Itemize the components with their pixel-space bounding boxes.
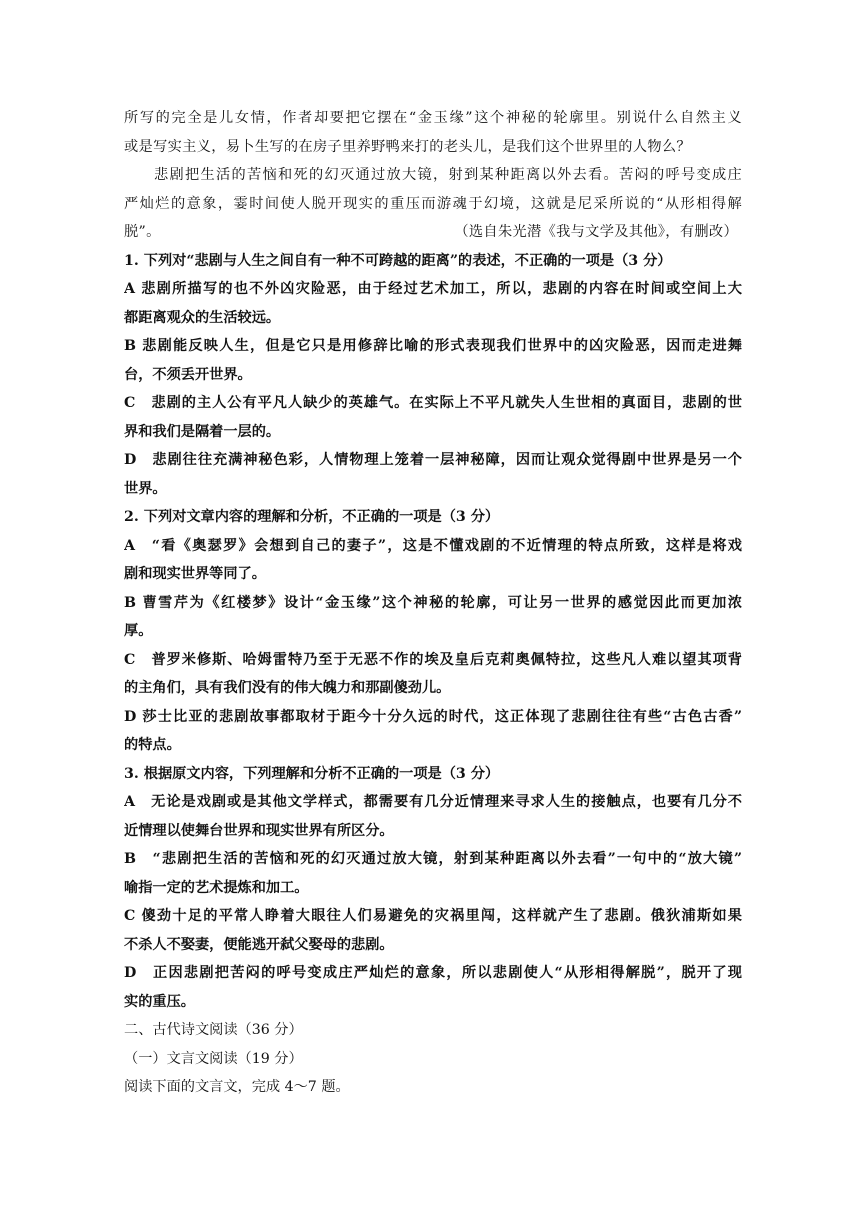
section-heading: 二、古代诗文阅读（36 分） [124, 1022, 303, 1038]
option-line: 的主角们，具有我们没有的伟大魄力和那副傻劲儿。 [124, 680, 451, 696]
question-stem: 2. 下列对文章内容的理解和分析，不正确的一项是（3 分） [124, 509, 500, 525]
passage-line: 或是写实主义，易卜生写的在房子里养野鸭来打的老头儿，是我们这个世界里的人物么？ [124, 138, 691, 155]
passage-line: 所写的完全是儿女情，作者却要把它摆在“金玉缘”这个神秘的轮廓里。别说什么自然主义 [124, 110, 742, 126]
option-line: D 正因悲剧把苦闷的呼号变成庄严灿烂的意象，所以悲剧使人“从形相得解脱”，脱开了现 [124, 965, 742, 981]
passage-line: 悲剧把生活的苦恼和死的幻灭通过放大镜，射到某种距离以外去看。苦闷的呼号变成庄 [154, 167, 742, 183]
option-line: A 无论是戏剧或是其他文学样式，都需要有几分近情理来寻求人生的接触点，也要有几分不 [124, 794, 742, 810]
option-line: 剧和现实世界等同了。 [124, 566, 266, 582]
option-line: 近情理以使舞台世界和现实世界有所区分。 [124, 822, 394, 839]
section-instruction: 阅读下面的文言文，完成 4～7 题。 [124, 1079, 350, 1095]
option-line: A 悲剧所描写的也不外凶灾险恶，由于经过艺术加工，所以，悲剧的内容在时间或空间上大 [124, 281, 742, 297]
passage-line: 严灿烂的意象，霎时间使人脱开现实的重压而游魂于幻境，这就是尼采所说的“从形相得解 [124, 195, 742, 212]
option-line: D 悲剧往往充满神秘色彩，人情物理上笼着一层神秘障，因而让观众觉得剧中世界是另一个 [124, 452, 742, 468]
option-line: 厚。 [124, 623, 153, 639]
section-subheading: （一）文言文阅读（19 分） [124, 1050, 303, 1067]
passage-last-line [124, 218, 742, 247]
page-content [124, 104, 742, 1102]
option-line: 台，不须丢开世界。 [124, 366, 252, 383]
option-line: 喻指一定的艺术提炼和加工。 [124, 879, 309, 896]
option-line: C 普罗米修斯、哈姆雷特乃至于无恶不作的埃及皇后克莉奥佩特拉，这些凡人难以望其项背 [124, 651, 742, 668]
option-line: B “悲剧把生活的苦恼和死的幻灭通过放大镜，射到某种距离以外去看”一句中的“放大镜” [124, 851, 742, 867]
option-line: D 莎士比亚的悲剧故事都取材于距今十分久远的时代，这正体现了悲剧往往有些“古色古香” [124, 708, 742, 725]
option-line: 的特点。 [124, 737, 181, 753]
option-line: C 傻劲十足的平常人睁着大眼往人们易避免的灾祸里闯，这样就产生了悲剧。俄狄浦斯如果 [124, 908, 742, 924]
option-line: 都距离观众的生活较远。 [124, 309, 281, 326]
option-line: 世界。 [124, 480, 167, 497]
option-line: B 悲剧能反映人生，但是它只是用修辞比喻的形式表现我们世界中的凶灾险恶，因而走进舞 [124, 338, 742, 354]
option-line: A “看《奥瑟罗》会想到自己的妻子”，这是不懂戏剧的不近情理的特点所致，这样是将戏 [124, 537, 742, 554]
citation: （选自朱光潜《我与文学及其他》，有删改） [454, 224, 738, 240]
option-line: 不杀人不娶妻，便能逃开弑父娶母的悲剧。 [124, 936, 394, 953]
passage-line: 脱”。 [124, 224, 161, 240]
question-stem: 1. 下列对“悲剧与人生之间自有一种不可跨越的距离”的表述，不正确的一项是（3 分） [124, 252, 672, 269]
option-line: 实的重压。 [124, 993, 195, 1010]
question-stem: 3. 根据原文内容，下列理解和分析不正确的一项是（3 分） [124, 765, 500, 782]
option-line: B 曹雪芹为《红楼梦》设计“金玉缘”这个神秘的轮廓，可让另一世界的感觉因此而更加浓 [124, 594, 742, 611]
option-line: C 悲剧的主人公有平凡人缺少的英雄气。在实际上不平凡就失人生世相的真面目，悲剧的世 [124, 395, 742, 411]
option-line: 界和我们是隔着一层的。 [124, 423, 281, 440]
